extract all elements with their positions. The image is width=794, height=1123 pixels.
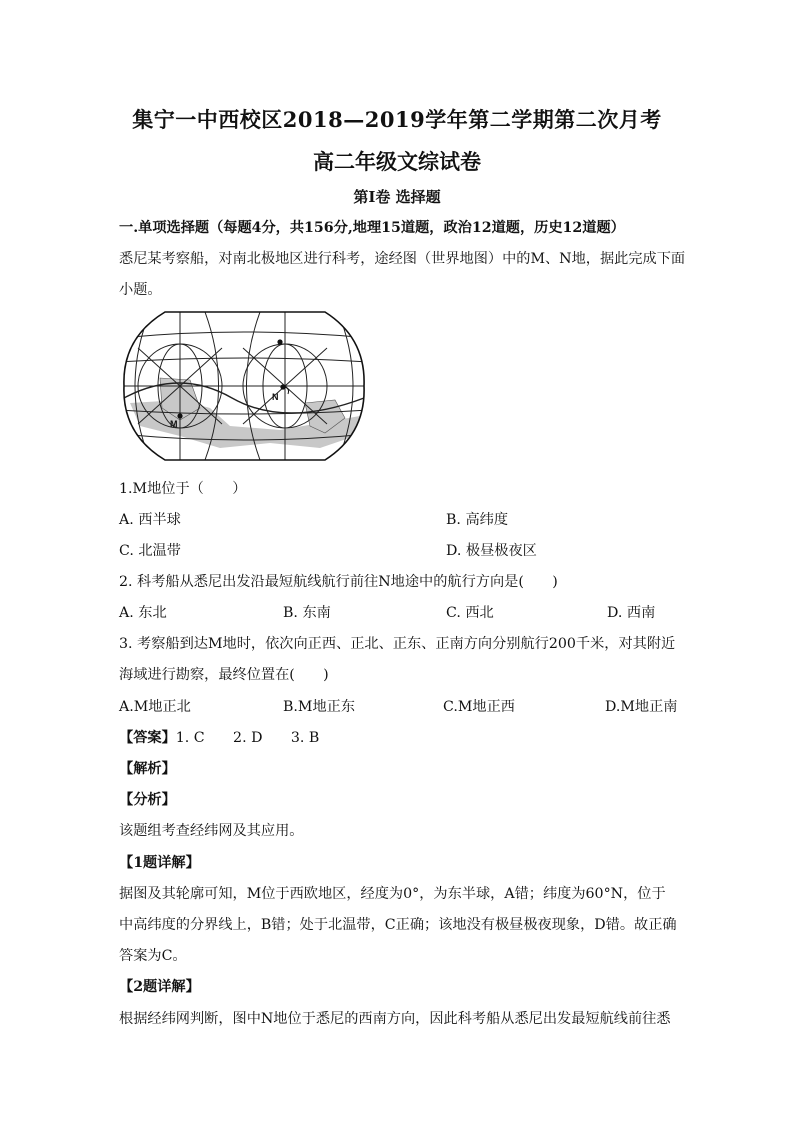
q3-option-d: D.M地正南: [605, 699, 678, 715]
detail-1-line-2: 中高纬度的分界线上，B错；处于北温带，C正确；该地没有极昼极夜现象，D错。故正确: [119, 917, 677, 933]
instructions: 一.单项选择题（每题4分，共156分,地理15道题，政治12道题，历史12道题）: [119, 220, 625, 236]
q1-option-a: A. 西半球: [119, 512, 181, 528]
section-title: 第Ⅰ卷 选择题: [353, 188, 441, 206]
point-north-marker: [277, 339, 282, 344]
question-2: 2. 科考船从悉尼出发沿最短航线航行前往N地途中的航行方向是( ): [119, 574, 558, 590]
intro-line-1: 悉尼某考察船，对南北极地区进行科考，途经图（世界地图）中的M、N地，据此完成下面: [119, 251, 686, 267]
detail-1-line-3: 答案为C。: [119, 948, 187, 964]
exam-title: 集宁一中西校区2018—2019学年第二学期第二次月考: [132, 107, 662, 132]
question-3-line-2: 海域进行勘察，最终位置在( ): [119, 667, 329, 683]
intro-line-2: 小题。: [119, 282, 162, 298]
point-m-marker: [177, 413, 182, 418]
detail-1-tag: 【1题详解】: [119, 855, 200, 871]
detail-1-line-1: 据图及其轮廓可知，M位于西欧地区，经度为0°，为东半球，A错；纬度为60°N，位于: [119, 886, 666, 902]
exam-subtitle: 高二年级文综试卷: [313, 149, 481, 174]
fenxi-text: 该题组考查经纬网及其应用。: [119, 823, 304, 839]
world-map-figure: [120, 308, 368, 464]
q1-option-b: B. 高纬度: [446, 512, 509, 528]
fenxi-tag: 【分析】: [119, 792, 176, 808]
answer-tag: 【答案】: [119, 730, 176, 746]
q3-option-a: A.M地正北: [119, 699, 191, 715]
q2-option-a: A. 东北: [119, 605, 167, 621]
q1-option-d: D. 极昼极夜区: [446, 543, 537, 559]
q2-option-b: B. 东南: [283, 605, 331, 621]
q2-option-d: D. 西南: [607, 605, 656, 621]
question-1: 1.M地位于（ ）: [119, 481, 247, 497]
q2-option-c: C. 西北: [446, 605, 494, 621]
detail-2-tag: 【2题详解】: [119, 979, 200, 995]
answer-values: 1. C 2. D 3. B: [175, 730, 320, 746]
answer-line: [119, 727, 319, 747]
map-label-n: N: [272, 392, 279, 402]
map-label-m: M: [170, 419, 178, 429]
detail-2-line-1: 根据经纬网判断，图中N地位于悉尼的西南方向，因此科考船从悉尼出发最短航线前往悉: [119, 1011, 671, 1027]
q3-option-c: C.M地正西: [443, 699, 515, 715]
question-3-line-1: 3. 考察船到达M地时，依次向正西、正北、正东、正南方向分别航行200千米，对其附近: [119, 636, 676, 652]
analysis-tag: 【解析】: [119, 761, 176, 777]
q1-option-c: C. 北温带: [119, 543, 181, 559]
q3-option-b: B.M地正东: [283, 699, 356, 715]
